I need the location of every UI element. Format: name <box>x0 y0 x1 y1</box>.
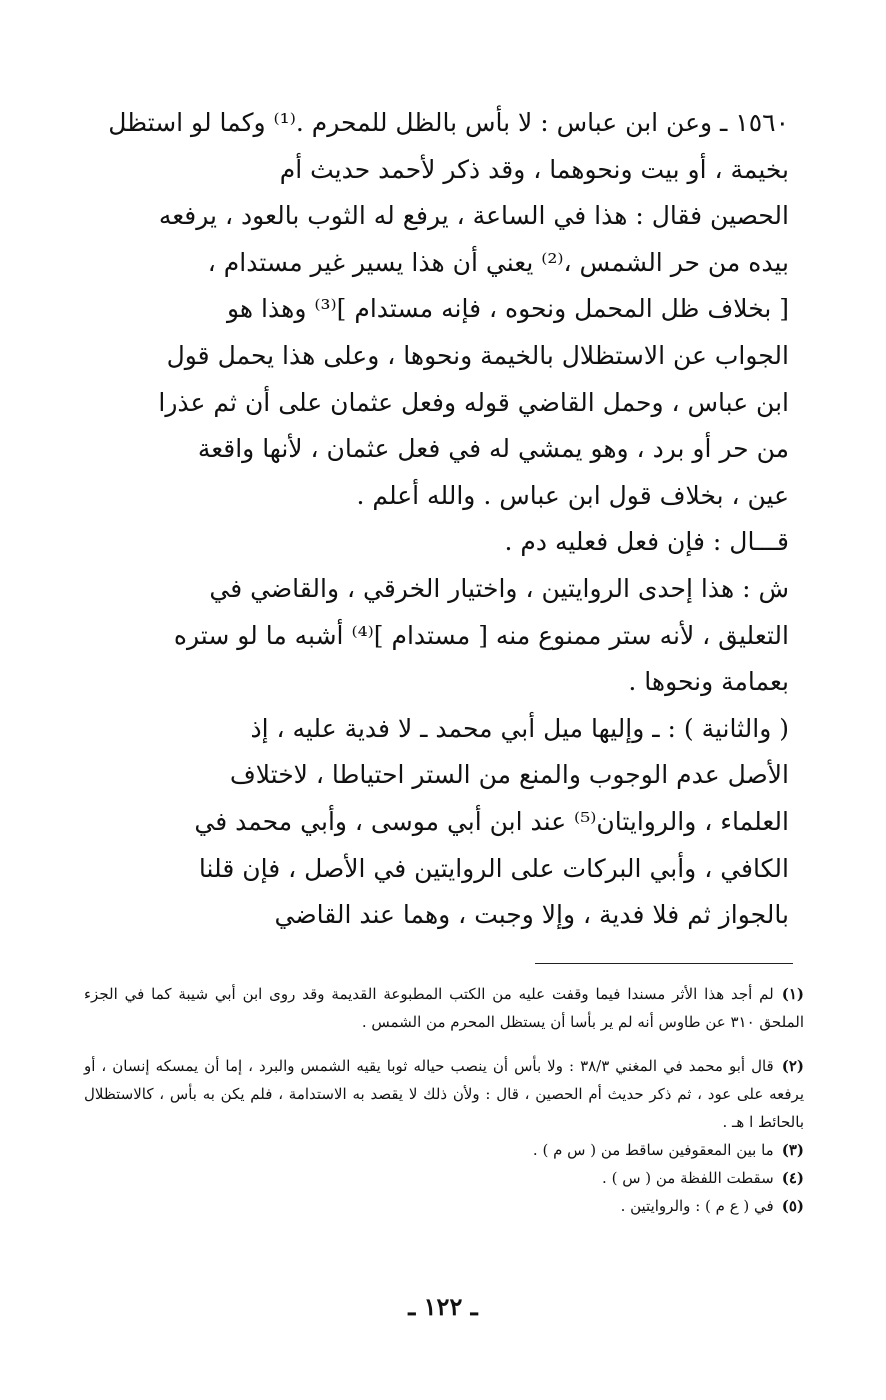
footnote-5 <box>84 1192 804 1220</box>
paragraph-1560: ١٥٦٠ ـ وعن ابن عباس : لا بأس بالظل للمحرم .⁽¹⁾ وكما لو استظل بخيمة ، أو بيت ونحوهما ، وقد ذكر لأحمد حديث أم الحصين فقال : هذا في الساعة ، يرفع له الثوب بالعود ، يرفعه بيده من حر الشمس ،⁽²⁾ يعني أن هذا يسير غير مستدام ، [ بخلاف ظل المحمل ونحوه ، فإنه مستدام ]⁽³⁾ وهذا هو الجواب عن الاستظلال بالخيمة ونحوها ، وعلى هذا يحمل قول ابن عباس ، وحمل القاضي قوله وفعل عثمان على أن ثم عذرا من حر أو برد ، وهو يمشي له في فعل عثمان ، لأنها واقعة عين ، بخلاف قول ابن عباس . والله أعلم . <box>108 108 789 510</box>
paragraph-qal: قـــال : فإن فعل فعليه دم . <box>504 527 789 557</box>
footnote-number: (٤) <box>781 1169 804 1187</box>
page-number: ـ ١٢٢ ـ <box>408 1292 478 1321</box>
footnote-1 <box>84 980 804 1036</box>
footnote-2 <box>84 1052 804 1136</box>
footnote-number: (٣) <box>781 1141 804 1159</box>
paragraph-second-narration: ( والثانية ) : ـ وإليها ميل أبي محمد ـ لا فدية عليه ، إذ الأصل عدم الوجوب والمنع من الستر احتياطا ، لاختلاف العلماء ، والروايتان⁽⁵⁾ عند ابن أبي موسى ، وأبي محمد في الكافي ، وأبي البركات على الروايتين في الأصل ، فإن قلنا بالجواز ثم فلا فدية ، وإلا وجبت ، وهما عند القاضي <box>194 713 789 930</box>
footnote-text: قال أبو محمد في المغني ٣٨/٣ : ولا بأس أن ينصب حياله ثوبا يقيه الشمس والبرد ، إما أن يمسكه إنسان ، أو يرفعه على عود ، ثم ذكر حديث أم الحصين ، قال : ولأن ذلك لا يقصد به الاستدامة ، فلم يكن به بأس ، كالاستظلال بالحائط ا هـ . <box>84 1057 804 1131</box>
footnote-number: (٥) <box>781 1197 804 1215</box>
footnote-text: في ( ع م ) : والروايتين . <box>620 1197 774 1215</box>
footnote-number: (٢) <box>781 1057 804 1075</box>
footnote-3 <box>84 1136 804 1164</box>
main-text-body <box>89 100 789 939</box>
footnote-4 <box>84 1164 804 1192</box>
paragraph-sharh: ش : هذا إحدى الروايتين ، واختيار الخرقي ، والقاضي في التعليق ، لأنه ستر ممنوع منه [ مستدام ]⁽⁴⁾ أشبه ما لو ستره بعمامة ونحوها . <box>173 573 789 697</box>
footnote-number: (١) <box>781 985 804 1003</box>
footnote-divider <box>535 963 793 964</box>
footnote-text: سقطت اللفظة من ( س ) . <box>602 1169 774 1187</box>
footnotes <box>84 980 804 1220</box>
footnote-text: ما بين المعقوفين ساقط من ( س م ) . <box>532 1141 774 1159</box>
footnote-text: لم أجد هذا الأثر مسندا فيما وقفت عليه من الكتب المطبوعة القديمة وقد روى ابن أبي شيبة كما في الجزء الملحق ٣١٠ عن طاوس أنه لم ير بأسا أن يستظل المحرم من الشمس . <box>84 985 804 1031</box>
